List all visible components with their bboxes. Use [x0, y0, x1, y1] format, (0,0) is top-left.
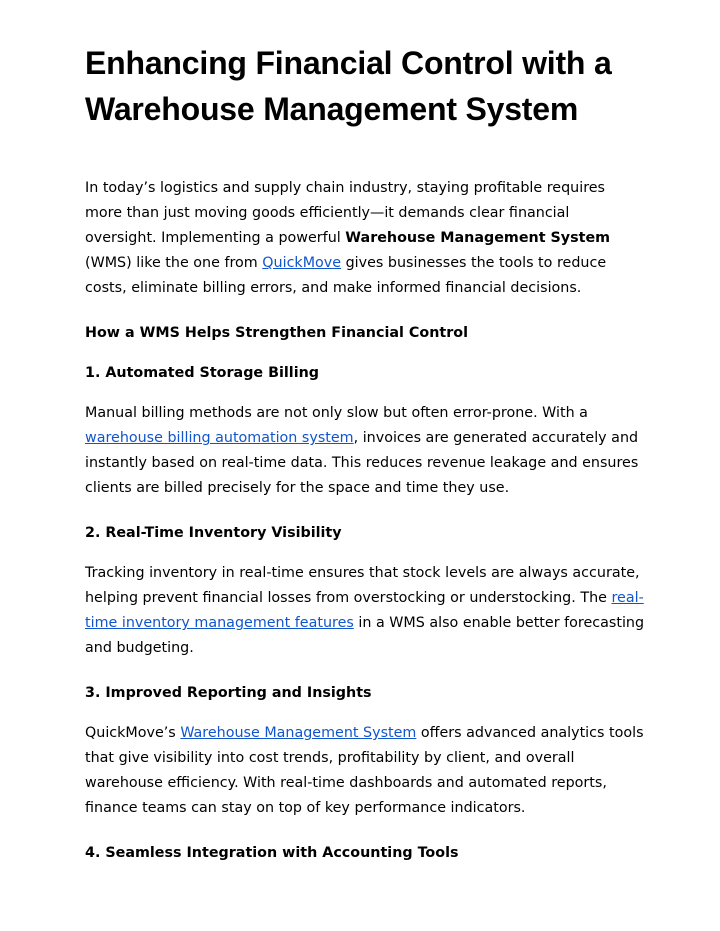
section-2-text-2: in a WMS also enable better forecasting and budgeting.: [85, 615, 645, 656]
wms-link[interactable]: Warehouse Management System: [180, 725, 417, 741]
section-4-heading: 4. Seamless Integration with Accounting Tools: [85, 845, 459, 861]
billing-automation-link[interactable]: warehouse billing automation system: [85, 430, 354, 446]
section-3-heading: 3. Improved Reporting and Insights: [85, 685, 372, 701]
section-1-text-2: , invoices are generated accurately and instantly based on real-time data. This reduces revenue leakage and ensures clients are billed precisely for the space and time they use.: [85, 430, 639, 496]
section-2-paragraph: [85, 561, 645, 661]
section-heading: How a WMS Helps Strengthen Financial Control: [85, 325, 468, 341]
section-1-text-1: Manual billing methods are not only slow but often error-prone. With a: [85, 405, 588, 421]
intro-bold-wms: Warehouse Management System: [345, 230, 611, 246]
page-title: Enhancing Financial Control with a Warehouse Management System: [85, 45, 612, 127]
intro-text-2: (WMS) like the one from: [85, 255, 263, 271]
section-3-text-2: offers advanced analytics tools that give visibility into cost trends, profitability by client, and overall warehouse efficiency. With real-time dashboards and automated reports, finance teams can stay on top of key performance indicators.: [85, 725, 644, 816]
quickmove-link[interactable]: QuickMove: [262, 255, 342, 271]
inventory-features-link[interactable]: real-time inventory management features: [85, 590, 644, 631]
intro-text-3: gives businesses the tools to reduce costs, eliminate billing errors, and make informed financial decisions.: [85, 255, 607, 296]
section-1-heading: 1. Automated Storage Billing: [85, 365, 320, 381]
section-3-paragraph: [85, 721, 645, 821]
intro-paragraph: [85, 176, 645, 301]
section-2-heading: 2. Real-Time Inventory Visibility: [85, 525, 342, 541]
section-3-text-1: QuickMove’s: [85, 725, 181, 741]
section-1-paragraph: [85, 401, 645, 501]
intro-text-1: In today’s logistics and supply chain industry, staying profitable requires more than just moving goods efficiently—it demands clear financial oversight. Implementing a powerful: [85, 180, 606, 246]
section-2-text-1: Tracking inventory in real-time ensures that stock levels are always accurate, helping prevent financial losses from overstocking or understocking. The: [85, 565, 640, 606]
document-page: [85, 40, 645, 881]
